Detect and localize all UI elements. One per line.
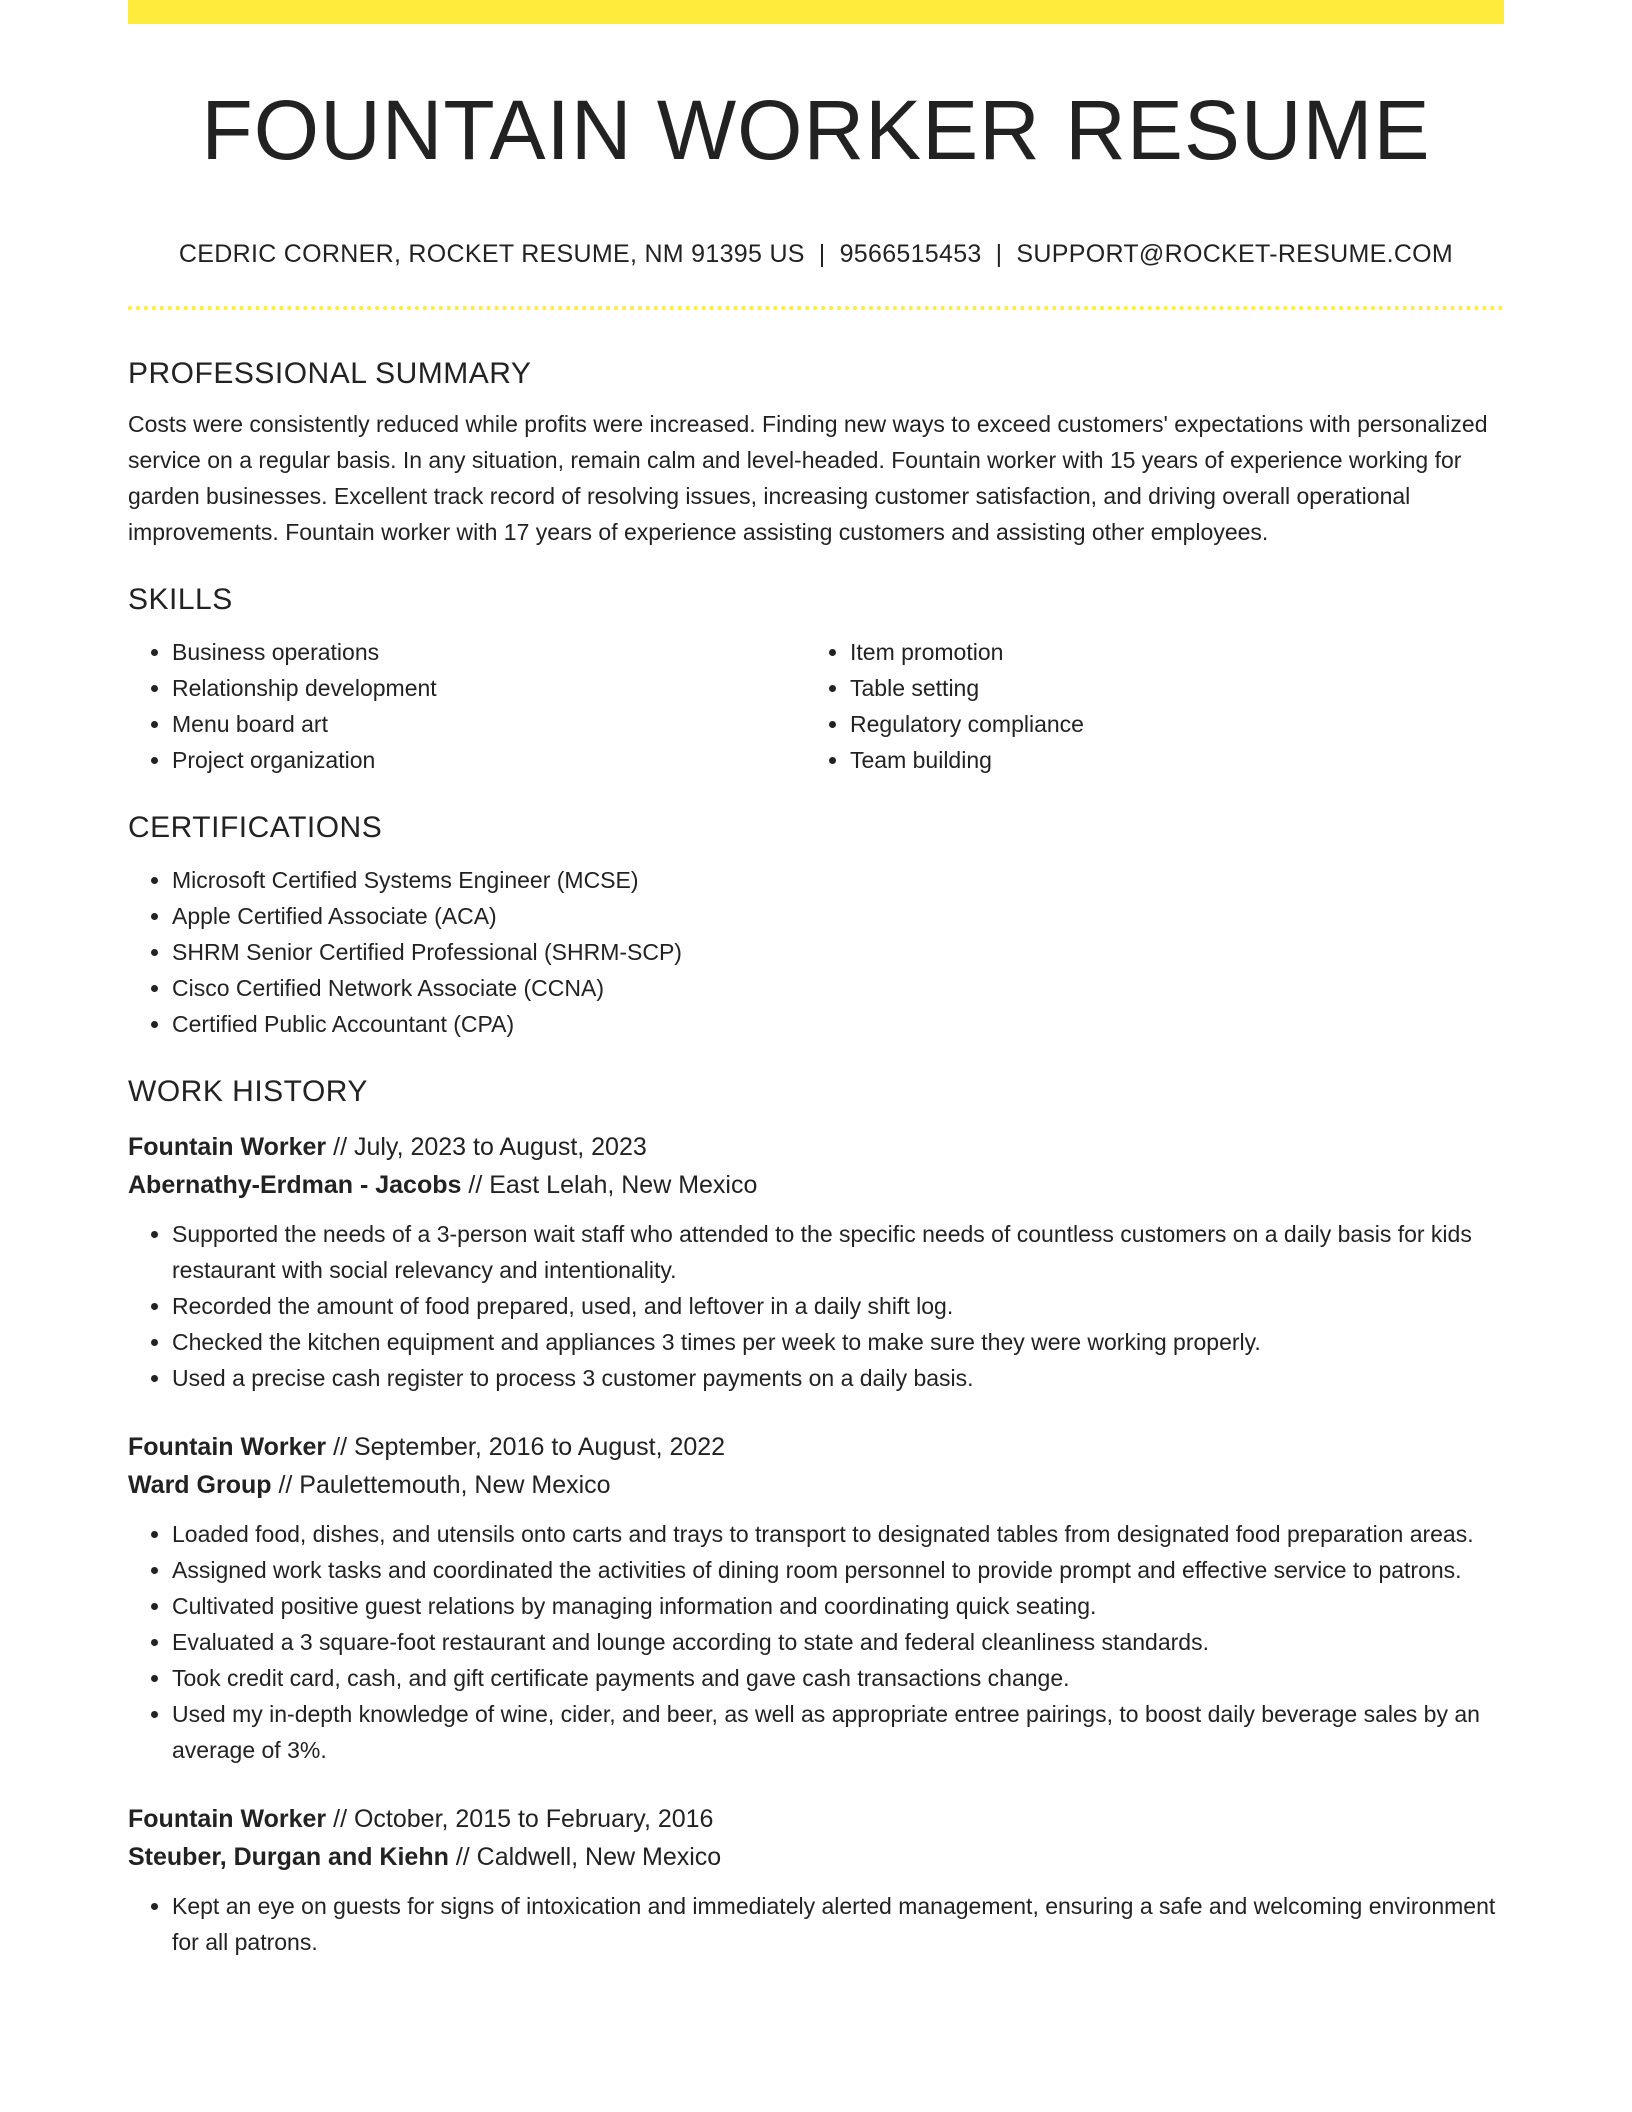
certification-item: • Apple Certified Associate (ACA) bbox=[172, 898, 1504, 934]
job-bullet: • Assigned work tasks and coordinated the activities of dining room personnel to provide prompt and effective service to patrons. bbox=[172, 1552, 1504, 1588]
job-bullet: • Took credit card, cash, and gift certificate payments and gave cash transactions change. bbox=[172, 1660, 1504, 1696]
skill-item: • Item promotion bbox=[850, 634, 1484, 670]
resume-title: FOUNTAIN WORKER RESUME bbox=[201, 83, 1431, 177]
job-dates: // September, 2016 to August, 2022 bbox=[333, 1433, 726, 1461]
certifications-heading: CERTIFICATIONS bbox=[128, 811, 383, 844]
job-title: Fountain Worker bbox=[128, 1133, 327, 1161]
job-company: Ward Group bbox=[128, 1471, 272, 1499]
skills-right-list bbox=[806, 634, 1484, 778]
dotted-divider bbox=[128, 306, 1504, 310]
skill-item: • Relationship development bbox=[172, 670, 806, 706]
job-dates: // October, 2015 to February, 2016 bbox=[333, 1805, 714, 1833]
work-history-section bbox=[128, 1070, 1504, 1960]
certification-item: • Microsoft Certified Systems Engineer (MCSE) bbox=[172, 862, 1504, 898]
summary-heading: PROFESSIONAL SUMMARY bbox=[128, 357, 532, 390]
job-bullet: • Checked the kitchen equipment and appliances 3 times per week to make sure they were working properly. bbox=[172, 1324, 1504, 1360]
job-title: Fountain Worker bbox=[128, 1805, 327, 1833]
skill-item: • Menu board art bbox=[172, 706, 806, 742]
contact-address: CEDRIC CORNER, ROCKET RESUME, NM 91395 US bbox=[178, 240, 805, 268]
job-company-line bbox=[128, 1466, 1504, 1504]
job-bullets bbox=[128, 1888, 1504, 1960]
summary-section bbox=[128, 352, 1504, 550]
skills-section bbox=[128, 578, 1504, 778]
skill-item: • Table setting bbox=[850, 670, 1484, 706]
job-bullet: • Supported the needs of a 3-person wait staff who attended to the specific needs of countless customers on a daily basis for kids restaurant with social relevancy and intentionality. bbox=[172, 1216, 1504, 1288]
accent-top-bar bbox=[128, 0, 1504, 24]
job-bullet: • Kept an eye on guests for signs of intoxication and immediately alerted management, ensuring a safe and welcoming environment for all patrons. bbox=[172, 1888, 1504, 1960]
skill-item: • Project organization bbox=[172, 742, 806, 778]
job-bullet: • Evaluated a 3 square-foot restaurant and lounge according to state and federal cleanliness standards. bbox=[172, 1624, 1504, 1660]
job-title-line bbox=[128, 1128, 1504, 1166]
job-bullets bbox=[128, 1216, 1504, 1396]
contact-separator: | bbox=[995, 240, 1003, 268]
skills-left-list bbox=[128, 634, 806, 778]
job-title-line bbox=[128, 1428, 1504, 1466]
skills-grid bbox=[128, 622, 1504, 778]
certifications-section bbox=[128, 806, 1504, 1042]
job-bullet: • Cultivated positive guest relations by managing information and coordinating quick seating. bbox=[172, 1588, 1504, 1624]
skills-heading: SKILLS bbox=[128, 583, 233, 616]
certifications-list bbox=[128, 862, 1504, 1042]
contact-phone: 9566515453 bbox=[839, 240, 982, 268]
job-location: // East Lelah, New Mexico bbox=[468, 1171, 758, 1199]
job-bullet: • Loaded food, dishes, and utensils onto carts and trays to transport to designated tables from designated food preparation areas. bbox=[172, 1516, 1504, 1552]
job-title-line bbox=[128, 1800, 1504, 1838]
skill-item: • Team building bbox=[850, 742, 1484, 778]
certification-item: • Certified Public Accountant (CPA) bbox=[172, 1006, 1504, 1042]
job-bullets bbox=[128, 1516, 1504, 1768]
certification-item: • Cisco Certified Network Associate (CCNA) bbox=[172, 970, 1504, 1006]
work-history-heading: WORK HISTORY bbox=[128, 1075, 368, 1108]
job-bullet: • Used my in-depth knowledge of wine, cider, and beer, as well as appropriate entree pairings, to boost daily beverage sales by an average of 3%. bbox=[172, 1696, 1504, 1768]
skill-item: • Regulatory compliance bbox=[850, 706, 1484, 742]
contact-email: SUPPORT@ROCKET-RESUME.COM bbox=[1016, 240, 1454, 268]
job-dates: // July, 2023 to August, 2023 bbox=[333, 1133, 647, 1161]
job-company-line bbox=[128, 1166, 1504, 1204]
job-company: Abernathy-Erdman - Jacobs bbox=[128, 1171, 462, 1199]
job-entry bbox=[128, 1800, 1504, 1960]
job-company: Steuber, Durgan and Kiehn bbox=[128, 1843, 449, 1871]
job-entry bbox=[128, 1428, 1504, 1768]
resume-body bbox=[128, 352, 1504, 1960]
summary-text: Costs were consistently reduced while profits were increased. Finding new ways to exceed customers' expectations with personalized service on a regular basis. In any situation, remain calm and level-headed. Fountain worker with 15 years of experience working for garden businesses. Excellent track record of resolving issues, increasing customer satisfaction, and driving overall operational improvements. Fountain worker with 17 years of experience assisting customers and assisting other employees. bbox=[128, 411, 1488, 545]
job-location: // Paulettemouth, New Mexico bbox=[278, 1471, 611, 1499]
job-title: Fountain Worker bbox=[128, 1433, 327, 1461]
job-bullet: • Used a precise cash register to process 3 customer payments on a daily basis. bbox=[172, 1360, 1504, 1396]
job-bullet: • Recorded the amount of food prepared, used, and leftover in a daily shift log. bbox=[172, 1288, 1504, 1324]
contact-line bbox=[128, 236, 1504, 272]
contact-separator: | bbox=[818, 240, 826, 268]
job-company-line bbox=[128, 1838, 1504, 1876]
job-entry bbox=[128, 1128, 1504, 1396]
job-location: // Caldwell, New Mexico bbox=[455, 1843, 722, 1871]
certification-item: • SHRM Senior Certified Professional (SHRM-SCP) bbox=[172, 934, 1504, 970]
skill-item: • Business operations bbox=[172, 634, 806, 670]
